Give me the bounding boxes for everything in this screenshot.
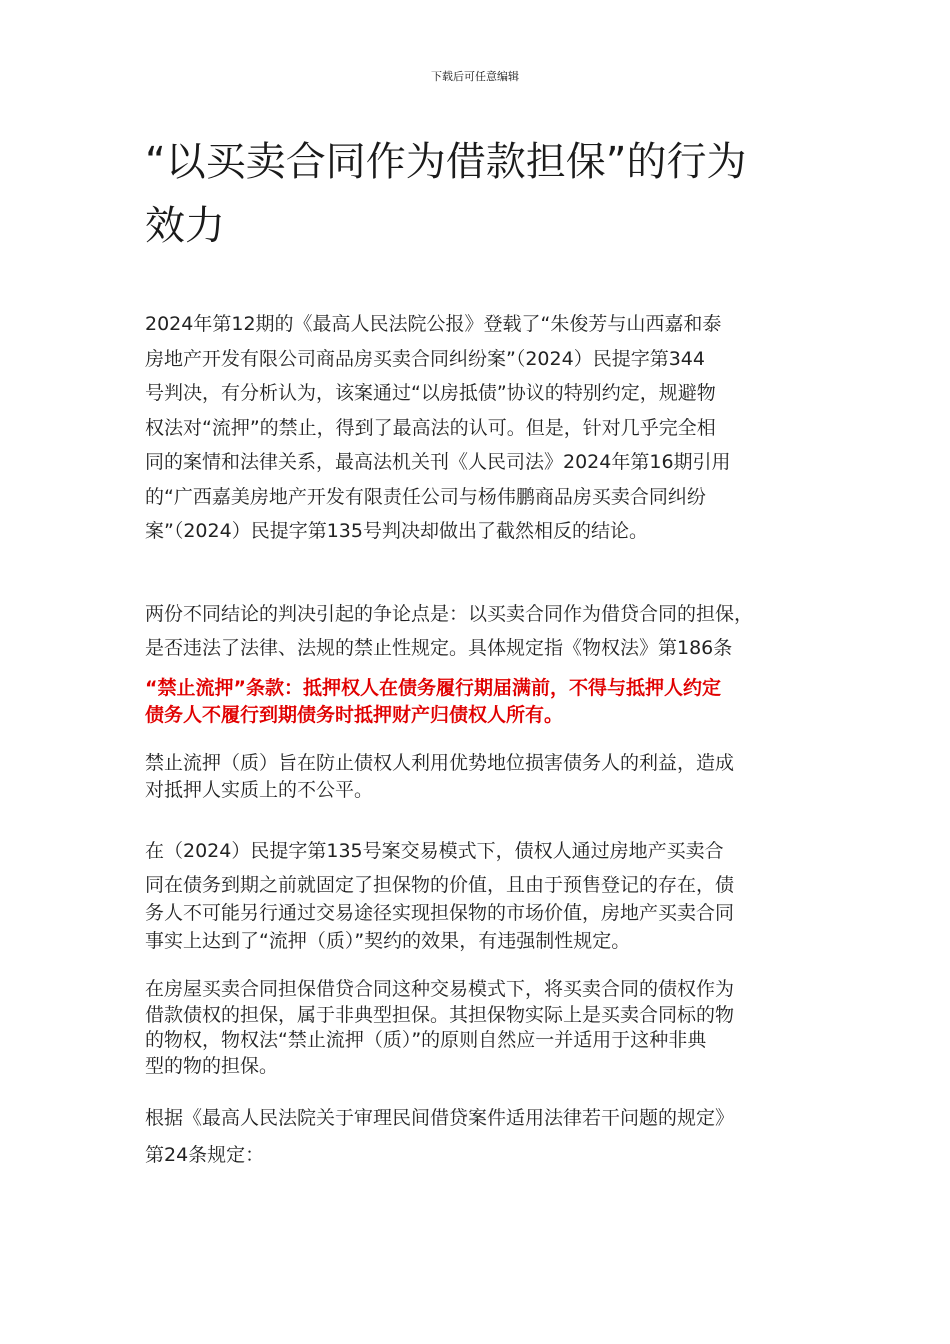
paragraph-line: 同的案情和法律关系，最高法机关刊《人民司法》2024年第16期引用: [145, 451, 731, 473]
paragraph-line: 在房屋买卖合同担保借贷合同这种交易模式下，将买卖合同的债权作为: [145, 978, 735, 1000]
paragraph-purpose: [145, 750, 810, 804]
highlighted-statute-text: [145, 675, 810, 729]
paragraph-line: 是否违法了法律、法规的禁止性规定。具体规定指《物权法》第186条: [145, 637, 733, 659]
paragraph-line: 禁止流押（质）旨在防止债权人利用优势地位损害债务人的利益，造成: [145, 752, 735, 774]
paragraph-line: 事实上达到了“流押（质）”契约的效果，有违强制性规定。: [145, 930, 631, 952]
paragraph-dispute-point: [145, 597, 810, 665]
paragraph-atypical-guarantee: [145, 977, 810, 1079]
paragraph-line: 的“广西嘉美房地产开发有限责任公司与杨伟鹏商品房买卖合同纠纷: [145, 485, 706, 508]
paragraph-line: 房地产开发有限公司商品房买卖合同纠纷案”（2024）民提字第344: [145, 347, 705, 370]
paragraph-line: 在（2024）民提字第135号案交易模式下，债权人通过房地产买卖合: [145, 840, 724, 862]
paragraph-line: “禁止流押”条款：抵押权人在债务履行期届满前，不得与抵押人约定: [145, 677, 721, 699]
paragraph-case-background: [145, 307, 810, 549]
title-line-2: 效力: [145, 203, 225, 249]
paragraph-line: 根据《最高人民法院关于审理民间借贷案件适用法律若干问题的规定》: [145, 1107, 735, 1129]
paragraph-line: 同在债务到期之前就固定了担保物的价值，且由于预售登记的存在，债: [145, 874, 735, 896]
paragraph-line: 号判决，有分析认为，该案通过“以房抵债”协议的特别约定，规避物: [145, 382, 716, 404]
header-note: 下载后可任意编辑: [431, 70, 519, 83]
paragraph-line: 借款债权的担保，属于非典型担保。其担保物实际上是买卖合同标的物: [145, 1003, 735, 1026]
paragraph-line: 第24条规定：: [145, 1144, 265, 1166]
paragraph-line: 务人不可能另行通过交易途径实现担保物的市场价值，房地产买卖合同: [145, 902, 735, 924]
title-line-1: “以买卖合同作为借款担保”的行为: [145, 139, 747, 185]
paragraph-line: 型的物的担保。: [145, 1054, 279, 1077]
paragraph-case-135-analysis: [145, 837, 810, 955]
paragraph-line: 的物权，物权法“禁止流押（质）”的原则自然应一并适用于这种非典: [145, 1029, 707, 1051]
paragraph-line: 债务人不履行到期债务时抵押财产归债权人所有。: [145, 704, 564, 726]
document-title: [145, 130, 805, 258]
paragraph-line: 对抵押人实质上的不公平。: [145, 779, 374, 801]
paragraph-line: 案”（2024）民提字第135号判决却做出了截然相反的结论。: [145, 520, 648, 542]
paragraph-line: 权法对“流押”的禁止，得到了最高法的认可。但是，针对几乎完全相: [145, 416, 716, 439]
paragraph-line: 2024年第12期的《最高人民法院公报》登载了“朱俊芳与山西嘉和泰: [145, 313, 722, 335]
paragraph-line: 两份不同结论的判决引起的争论点是：以买卖合同作为借贷合同的担保，: [145, 603, 754, 625]
paragraph-regulation-reference: [145, 1100, 810, 1174]
